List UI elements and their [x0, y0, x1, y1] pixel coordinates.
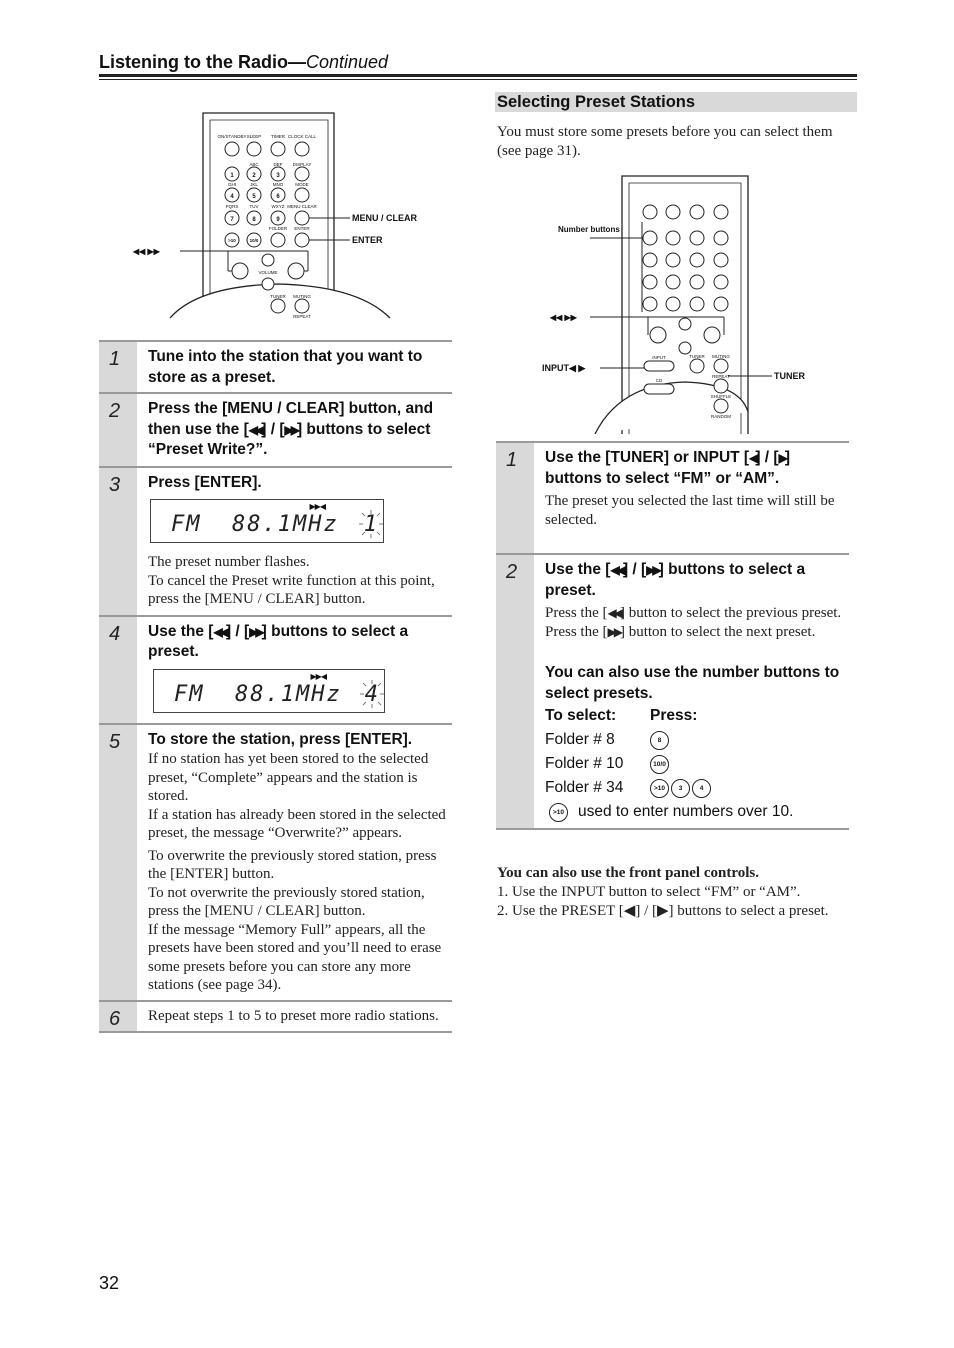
- select-row: [545, 728, 845, 752]
- remote-left-digit-6: 6: [276, 194, 280, 200]
- left-steps: [99, 340, 452, 1033]
- step-text: If no station has yet been stored to the selected preset, “Complete” appears and the station is stored. If a station has already been stored in the selected preset, the message “Overwrite?” appears. To overwrite the previously stored station, press the [ENTER] button. To not overwrite the previously stored station, press the [MENU / CLEAR] button. If the message “Memory Full” appears, all the presets have been stored and you’ll need to erase some presets before you can store any more stations (see page 34).: [148, 751, 446, 993]
- right-arrow-icon: ▶: [778, 451, 785, 465]
- remote-right-label-shuffle: SHUFFLE: [710, 394, 732, 399]
- remote-right-svg: [540, 172, 830, 434]
- right-step-1: [496, 443, 849, 555]
- callout-input: INPUT◀ ▶: [542, 363, 586, 373]
- callout-number-buttons: Number buttons: [558, 225, 620, 234]
- remote-left-label-clockcall: CLOCK CALL: [287, 134, 317, 139]
- select-row: [545, 752, 845, 776]
- step-number: 2: [109, 400, 121, 422]
- remote-left-label-display: DISPLAY: [292, 162, 312, 167]
- page-number: 32: [99, 1273, 120, 1293]
- remote-illustration-right: [540, 172, 830, 434]
- also-title: You can also use the number buttons to select presets.: [545, 664, 840, 702]
- remote-right-label-muting: MUTING: [712, 354, 730, 359]
- remote-right-label-tuner: TUNER: [689, 354, 705, 359]
- step-title: Use the [TUNER] or INPUT [◀] / [▶] buttons to select “FM” or “AM”.: [545, 449, 790, 487]
- skip-back-icon: ◀◀: [607, 606, 620, 620]
- skip-back-icon: ◀◀: [248, 422, 262, 437]
- select-label: Folder # 10: [545, 755, 624, 772]
- skip-forward-icon: ▶▶: [646, 563, 659, 577]
- number-8-button-icon: 8: [650, 731, 669, 750]
- remote-left-digit-100: 10/0: [249, 238, 259, 243]
- header-rule: [99, 74, 857, 77]
- remote-left-label-wxyz: WXYZ: [271, 204, 285, 209]
- header-continued: Continued: [306, 52, 389, 72]
- remote-left-label-folder: FOLDER: [268, 226, 288, 231]
- header-title: Listening to the Radio—Continued: [99, 52, 389, 72]
- section-title-bar: [495, 92, 857, 112]
- remote-left-label-abc: ABC: [249, 162, 259, 167]
- number-3-button-icon: 3: [671, 779, 690, 798]
- remote-left-label-repeat: REPEAT: [293, 314, 311, 319]
- step-title: Press [ENTER].: [148, 473, 262, 491]
- step-number: 5: [109, 730, 121, 753]
- remote-left-digit-9: 9: [276, 217, 280, 223]
- lcd-tuning-icon: ▶▶◀: [310, 671, 326, 681]
- left-step-1: [99, 342, 452, 394]
- left-step-2: [99, 394, 452, 468]
- step-number: 3: [109, 473, 121, 496]
- step-number: 1: [109, 348, 121, 370]
- lcd-frequency: FM 88.1MHz: [174, 681, 342, 707]
- remote-left-label-timer: TIMER: [271, 134, 285, 139]
- col-select: To select:: [545, 707, 617, 724]
- remote-left-label-enter: ENTER: [294, 226, 310, 231]
- skip-forward-icon: ▶▶: [607, 624, 620, 639]
- callout-menu-clear: MENU / CLEAR: [352, 213, 417, 223]
- remote-right-label-input: INPUT: [652, 355, 666, 360]
- callout-enter: ENTER: [352, 235, 383, 245]
- step-number: 6: [109, 1007, 121, 1030]
- front-panel-list: [497, 883, 847, 921]
- step-number: 2: [506, 561, 518, 583]
- number-4-button-icon: 4: [692, 779, 711, 798]
- remote-left-label-muting: MUTING: [293, 294, 311, 299]
- page-header: [99, 52, 857, 73]
- remote-left-label-jkl: JKL: [250, 182, 258, 187]
- remote-left-label-mode: MODE: [295, 182, 309, 187]
- remote-left-svg: [128, 108, 448, 328]
- skip-back-icon: ◀◀: [213, 624, 226, 639]
- step-title: Tune into the station that you want to store as a preset.: [148, 348, 423, 386]
- section-title: Selecting Preset Stations: [497, 93, 696, 111]
- remote-left-digit-3: 3: [276, 173, 280, 179]
- remote-left-label-def: DEF: [273, 162, 283, 167]
- skip-forward-icon: ▶▶: [249, 624, 262, 639]
- step-title: Press the [MENU / CLEAR] button, and then use the [◀◀] / [▶▶] buttons to select “Preset Write?”.: [148, 400, 434, 458]
- lcd-preset-number: 1: [363, 512, 377, 537]
- lcd-frequency: FM 88.1MHz: [171, 512, 339, 537]
- callout-skip-right: ◀◀ ▶▶: [550, 313, 577, 322]
- intro-text: You must store some presets before you can select them (see page 31).: [497, 124, 833, 159]
- select-row: [545, 776, 845, 800]
- left-step-5: [99, 725, 452, 1002]
- step-number: 1: [506, 449, 518, 471]
- remote-right-label-random: RANDOM: [711, 414, 731, 419]
- step-text: The preset number flashes. To cancel the Preset write function at this point, press the [MENU / CLEAR] button.: [148, 554, 435, 607]
- over10-text: used to enter numbers over 10.: [578, 803, 794, 820]
- number-gt10-button-icon: >10: [650, 779, 669, 798]
- list-item: 2. Use the PRESET [◀] / [▶] buttons to select a preset.: [497, 903, 829, 919]
- remote-left-label-ghi: GHI: [227, 182, 237, 187]
- number-gt10-button-icon: >10: [549, 803, 568, 822]
- lcd-preset-number: 4: [364, 681, 378, 707]
- skip-back-icon: ◀◀: [610, 563, 623, 577]
- left-step-4: [99, 617, 452, 725]
- step-text: Press the [◀◀] button to select the previous preset. Press the [▶▶] button to select the next preset.: [545, 605, 842, 640]
- right-steps: [496, 441, 849, 830]
- header-rule-thin: [99, 79, 857, 80]
- select-label: Folder # 34: [545, 779, 624, 796]
- step-text: The preset you selected the last time will still be selected.: [545, 493, 835, 528]
- callout-tuner: TUNER: [774, 371, 805, 381]
- left-arrow-icon: ◀: [749, 451, 756, 465]
- remote-left-digit-4: 4: [230, 194, 234, 200]
- left-step-3: [99, 468, 452, 617]
- remote-left-label-menuclear: MENU CLEAR: [287, 204, 317, 209]
- list-item: 1. Use the INPUT button to select “FM” or “AM”.: [497, 884, 801, 900]
- number-10-0-button-icon: 10/0: [650, 755, 669, 774]
- step-title: Use the [◀◀] / [▶▶] buttons to select a preset.: [148, 622, 409, 660]
- remote-left-digit-5: 5: [252, 194, 256, 200]
- step-title: To store the station, press [ENTER].: [148, 730, 413, 748]
- remote-left-label-pqrs: PQRS: [225, 204, 239, 209]
- remote-left-digit-8: 8: [252, 217, 256, 223]
- remote-right-label-cd: CD: [655, 378, 663, 383]
- lcd-display: [150, 499, 384, 543]
- right-step-2: [496, 555, 849, 830]
- col-press: Press:: [650, 707, 698, 724]
- lcd-tuning-icon: ▶▶◀: [309, 502, 325, 511]
- remote-left-label-onstandby: ON/STANDBY: [217, 134, 247, 139]
- remote-left-label-sleep: SLEEP: [246, 134, 262, 139]
- front-panel-title: You can also use the front panel controls.: [497, 865, 759, 881]
- front-panel-note: [497, 864, 847, 921]
- over10-row: [545, 800, 845, 824]
- remote-left-digit-2: 2: [252, 173, 256, 179]
- callout-skip-left: ◀◀ ▶▶: [133, 247, 160, 256]
- remote-right-label-repeat: REPEAT: [712, 374, 730, 379]
- step-title: Use the [◀◀] / [▶▶] buttons to select a preset.: [545, 561, 806, 599]
- remote-left-label-mno: MNO: [272, 182, 284, 187]
- step-number: 4: [109, 622, 121, 645]
- lcd-display: [153, 669, 385, 713]
- remote-illustration-left: [128, 108, 448, 328]
- remote-left-label-tuv: TUV: [249, 204, 259, 209]
- remote-left-digit-7: 7: [230, 217, 234, 223]
- skip-forward-icon: ▶▶: [284, 422, 297, 437]
- remote-left-digit-gt10: >10: [228, 238, 236, 243]
- left-step-6: [99, 1002, 452, 1033]
- select-header-row: [545, 704, 845, 728]
- remote-left-digit-1: 1: [230, 173, 234, 179]
- remote-left-label-volume: VOLUME: [258, 270, 278, 275]
- step-text: Repeat steps 1 to 5 to preset more radio stations.: [148, 1007, 439, 1024]
- remote-left-label-tuner: TUNER: [270, 294, 286, 299]
- select-label: Folder # 8: [545, 731, 615, 748]
